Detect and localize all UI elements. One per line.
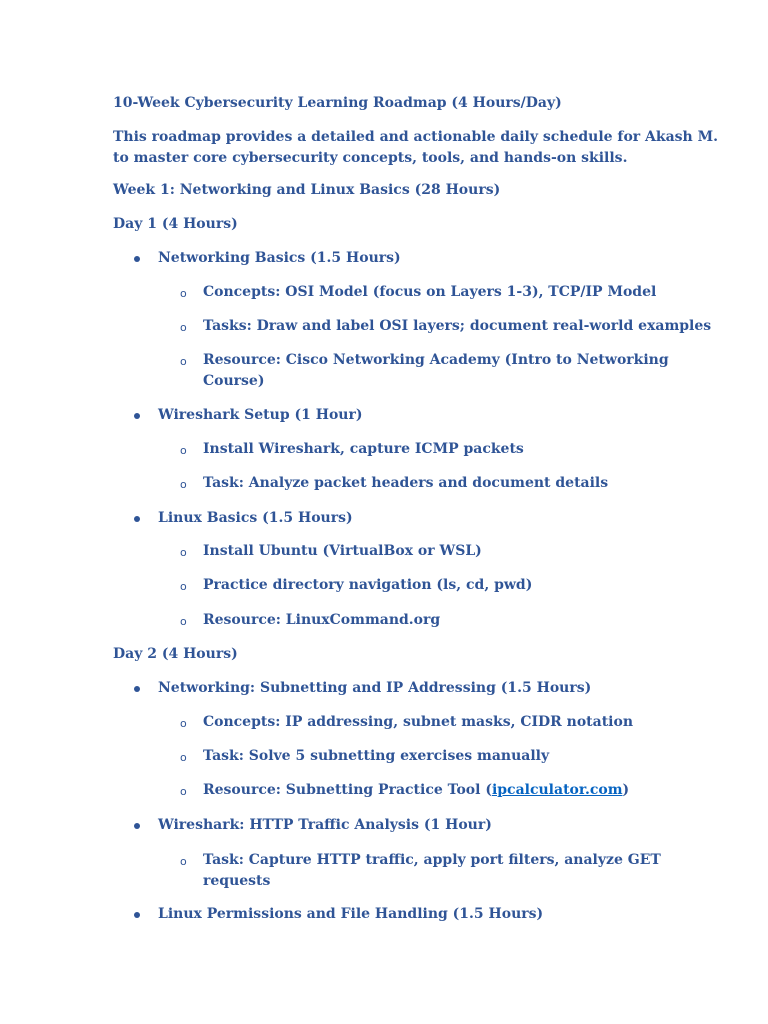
week1-heading: Week 1: Networking and Linux Basics (28 Hours): [113, 182, 501, 198]
day2-wireshark-task-line-2: requests: [203, 873, 271, 889]
day2-networking-task: Task: Solve 5 subnetting exercises manually: [203, 748, 550, 764]
day1-wireshark-task: Task: Analyze packet headers and document details: [203, 475, 609, 491]
sub-bullet-icon: o: [180, 751, 187, 764]
day2-wireshark-task-line-1: Task: Capture HTTP traffic, apply port filters, analyze GET: [203, 852, 661, 868]
day1-linux-practice: Practice directory navigation (ls, cd, pwd): [203, 577, 533, 593]
day2-networking-label: Networking: Subnetting and IP Addressing (1.5 Hours): [158, 680, 592, 696]
day1-linux-label: Linux Basics (1.5 Hours): [158, 510, 353, 526]
day2-heading: Day 2 (4 Hours): [113, 646, 238, 662]
day2-networking-concepts: Concepts: IP addressing, subnet masks, CIDR notation: [203, 714, 634, 730]
sub-bullet-icon: o: [180, 855, 187, 868]
sub-bullet-icon: o: [180, 444, 187, 457]
sub-bullet-icon: o: [180, 546, 187, 559]
bullet-icon: [134, 256, 140, 262]
day1-networking-resource-line-1: Resource: Cisco Networking Academy (Intro to Networking: [203, 352, 669, 368]
resource-prefix-text: Resource: Subnetting Practice Tool (: [203, 782, 492, 798]
day2-linux-label: Linux Permissions and File Handling (1.5 Hours): [158, 906, 544, 922]
bullet-icon: [134, 516, 140, 522]
day1-networking-resource-line-2: Course): [203, 373, 265, 389]
sub-bullet-icon: o: [180, 321, 187, 334]
sub-bullet-icon: o: [180, 355, 187, 368]
day1-wireshark-label: Wireshark Setup (1 Hour): [158, 407, 363, 423]
sub-bullet-icon: o: [180, 785, 187, 798]
bullet-icon: [134, 413, 140, 419]
resource-suffix-text: ): [622, 782, 630, 798]
day1-networking-concepts: Concepts: OSI Model (focus on Layers 1-3), TCP/IP Model: [203, 284, 657, 300]
sub-bullet-icon: o: [180, 717, 187, 730]
intro-line-2: to master core cybersecurity concepts, tools, and hands-on skills.: [113, 150, 628, 166]
sub-bullet-icon: o: [180, 478, 187, 491]
day1-wireshark-install: Install Wireshark, capture ICMP packets: [203, 441, 524, 457]
day1-linux-resource: Resource: LinuxCommand.org: [203, 612, 441, 628]
intro-line-1: This roadmap provides a detailed and actionable daily schedule for Akash M.: [113, 129, 718, 145]
day1-linux-install: Install Ubuntu (VirtualBox or WSL): [203, 543, 482, 559]
bullet-icon: [134, 912, 140, 918]
day2-wireshark-label: Wireshark: HTTP Traffic Analysis (1 Hour): [158, 817, 492, 833]
day1-networking-label: Networking Basics (1.5 Hours): [158, 250, 401, 266]
ipcalculator-link[interactable]: ipcalculator.com: [491, 782, 623, 798]
sub-bullet-icon: o: [180, 615, 187, 628]
document-title: 10-Week Cybersecurity Learning Roadmap (4 Hours/Day): [113, 95, 562, 111]
day1-heading: Day 1 (4 Hours): [113, 216, 238, 232]
sub-bullet-icon: o: [180, 580, 187, 593]
day1-networking-tasks: Tasks: Draw and label OSI layers; document real-world examples: [203, 318, 712, 334]
sub-bullet-icon: o: [180, 287, 187, 300]
day2-networking-resource: [203, 780, 629, 800]
bullet-icon: [134, 823, 140, 829]
bullet-icon: [134, 686, 140, 692]
